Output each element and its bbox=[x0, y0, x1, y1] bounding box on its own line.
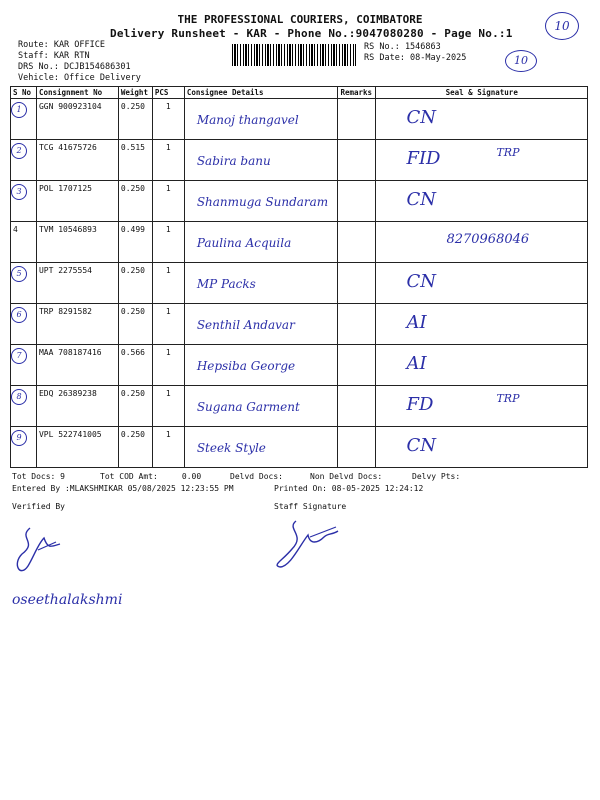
cell-sno bbox=[11, 140, 37, 181]
verified-by-label: Verified By bbox=[12, 502, 65, 511]
table-row bbox=[11, 222, 588, 263]
cell-seal bbox=[376, 304, 588, 345]
seal-text: 8270968046 bbox=[446, 232, 530, 247]
cell-seal bbox=[376, 99, 588, 140]
cell-consignee bbox=[184, 304, 338, 345]
cell-seal bbox=[376, 386, 588, 427]
table-row bbox=[11, 263, 588, 304]
seal-text: CN bbox=[406, 107, 436, 128]
consignee-name: MP Packs bbox=[196, 277, 256, 291]
rs-circle-annotation: 10 bbox=[505, 50, 537, 72]
cell-weight: 0.250 bbox=[118, 99, 152, 140]
entered-by: Entered By :MLAKSHMIKAR 05/08/2025 12:23:55 PM bbox=[12, 484, 234, 493]
cell-consignment: GGN 900923104 bbox=[36, 99, 118, 140]
tot-docs: Tot Docs: 9 bbox=[12, 472, 65, 481]
cell-remarks bbox=[338, 427, 376, 468]
cell-seal bbox=[376, 263, 588, 304]
cell-remarks bbox=[338, 345, 376, 386]
cell-pcs: 1 bbox=[152, 222, 184, 263]
table-header-row bbox=[11, 87, 588, 99]
col-seal: Seal & Signature bbox=[376, 87, 588, 99]
sno-circle: 2 bbox=[11, 143, 27, 159]
seal-text: FD bbox=[406, 394, 434, 415]
cell-pcs: 1 bbox=[152, 345, 184, 386]
handwritten-name: oseethalakshmi bbox=[12, 592, 123, 608]
sno-value: 4 bbox=[13, 225, 18, 234]
cell-remarks bbox=[338, 140, 376, 181]
cell-weight: 0.250 bbox=[118, 386, 152, 427]
cell-weight: 0.250 bbox=[118, 304, 152, 345]
delvd-docs: Delvd Docs: bbox=[230, 472, 283, 481]
col-remarks: Remarks bbox=[338, 87, 376, 99]
cell-consignment: VPL 522741005 bbox=[36, 427, 118, 468]
cell-weight: 0.515 bbox=[118, 140, 152, 181]
delvy-pts: Delvy Pts: bbox=[412, 472, 461, 481]
cell-weight: 0.250 bbox=[118, 427, 152, 468]
seal-text: CN bbox=[406, 271, 436, 292]
cell-sno bbox=[11, 99, 37, 140]
cell-seal bbox=[376, 140, 588, 181]
seal-text: CN bbox=[406, 435, 436, 456]
cell-consignment: POL 1707125 bbox=[36, 181, 118, 222]
col-pcs: PCS bbox=[152, 87, 184, 99]
rs-no-label: RS No.: 1546863 bbox=[364, 42, 441, 52]
cell-consignment: TVM 10546893 bbox=[36, 222, 118, 263]
cell-sno bbox=[11, 222, 37, 263]
staff-signature-label: Staff Signature bbox=[274, 502, 347, 511]
table-row bbox=[11, 304, 588, 345]
cell-consignee bbox=[184, 222, 338, 263]
cell-consignment: TCG 41675726 bbox=[36, 140, 118, 181]
table-row bbox=[11, 427, 588, 468]
cell-sno bbox=[11, 304, 37, 345]
consignee-name: Shanmuga Sundaram bbox=[196, 195, 329, 209]
cell-consignee bbox=[184, 345, 338, 386]
cell-pcs: 1 bbox=[152, 99, 184, 140]
cell-consignee bbox=[184, 99, 338, 140]
sno-circle: 1 bbox=[11, 102, 27, 118]
cell-weight: 0.499 bbox=[118, 222, 152, 263]
cell-remarks bbox=[338, 263, 376, 304]
runsheet-title: Delivery Runsheet - KAR - Phone No.:9047080280 - Page No.:1 bbox=[110, 27, 513, 40]
cell-pcs: 1 bbox=[152, 304, 184, 345]
cell-consignment: TRP 8291582 bbox=[36, 304, 118, 345]
cell-consignment: UPT 2275554 bbox=[36, 263, 118, 304]
cell-seal bbox=[376, 222, 588, 263]
cell-sno bbox=[11, 345, 37, 386]
cell-remarks bbox=[338, 222, 376, 263]
cell-sno bbox=[11, 427, 37, 468]
sno-circle: 6 bbox=[11, 307, 27, 323]
consignee-name: Paulina Acquila bbox=[196, 236, 292, 250]
cell-pcs: 1 bbox=[152, 263, 184, 304]
consignee-name: Sugana Garment bbox=[196, 400, 300, 414]
seal-text: CN bbox=[406, 189, 436, 210]
cell-sno bbox=[11, 181, 37, 222]
col-consignee: Consignee Details bbox=[184, 87, 338, 99]
tot-cod: Tot COD Amt: 0.00 bbox=[100, 472, 202, 481]
cell-sno bbox=[11, 386, 37, 427]
cell-weight: 0.250 bbox=[118, 181, 152, 222]
table-row bbox=[11, 99, 588, 140]
cell-consignee bbox=[184, 263, 338, 304]
barcode-image bbox=[232, 44, 356, 66]
cell-remarks bbox=[338, 304, 376, 345]
consignee-name: Senthil Andavar bbox=[196, 318, 295, 332]
table-row bbox=[11, 345, 588, 386]
cell-consignee bbox=[184, 386, 338, 427]
cell-remarks bbox=[338, 99, 376, 140]
seal-text: AI bbox=[406, 312, 427, 333]
sno-circle: 9 bbox=[11, 430, 27, 446]
table-row bbox=[11, 181, 588, 222]
cell-seal bbox=[376, 427, 588, 468]
drs-no-label: DRS No.: DCJB154686301 bbox=[18, 62, 131, 72]
sno-circle: 3 bbox=[11, 184, 27, 200]
seal-extra: TRP bbox=[496, 146, 520, 159]
consignee-name: Steek Style bbox=[196, 441, 266, 455]
page-circle-annotation: 10 bbox=[545, 12, 579, 40]
consignee-name: Hepsiba George bbox=[196, 359, 296, 373]
col-consignment: Consignment No bbox=[36, 87, 118, 99]
verified-signature-icon bbox=[8, 520, 78, 582]
cell-consignment: MAA 708187416 bbox=[36, 345, 118, 386]
staff-label: Staff: KAR RTN bbox=[18, 51, 90, 61]
cell-consignee bbox=[184, 140, 338, 181]
cell-pcs: 1 bbox=[152, 181, 184, 222]
consignee-name: Manoj thangavel bbox=[196, 113, 299, 127]
company-title: THE PROFESSIONAL COURIERS, COIMBATORE bbox=[177, 13, 423, 26]
rs-date-label: RS Date: 08-May-2025 bbox=[364, 53, 467, 63]
cell-consignment: EDQ 26389238 bbox=[36, 386, 118, 427]
cell-consignee bbox=[184, 181, 338, 222]
seal-extra: TRP bbox=[496, 392, 520, 405]
col-sno: S No bbox=[11, 87, 37, 99]
cell-consignee bbox=[184, 427, 338, 468]
cell-pcs: 1 bbox=[152, 140, 184, 181]
seal-text: FID bbox=[406, 148, 441, 169]
consignee-name: Sabira banu bbox=[196, 154, 271, 168]
vehicle-label: Vehicle: Office Delivery bbox=[18, 73, 141, 83]
cell-remarks bbox=[338, 386, 376, 427]
sno-circle: 7 bbox=[11, 348, 27, 364]
staff-signature-icon bbox=[266, 515, 356, 571]
non-delvd-docs: Non Delvd Docs: bbox=[310, 472, 383, 481]
cell-pcs: 1 bbox=[152, 386, 184, 427]
cell-pcs: 1 bbox=[152, 427, 184, 468]
cell-weight: 0.566 bbox=[118, 345, 152, 386]
col-weight: Weight bbox=[118, 87, 152, 99]
sno-circle: 8 bbox=[11, 389, 27, 405]
runsheet-table bbox=[10, 86, 588, 468]
cell-weight: 0.250 bbox=[118, 263, 152, 304]
table-row bbox=[11, 140, 588, 181]
route-label: Route: KAR OFFICE bbox=[18, 40, 105, 50]
cell-remarks bbox=[338, 181, 376, 222]
cell-seal bbox=[376, 181, 588, 222]
cell-seal bbox=[376, 345, 588, 386]
seal-text: AI bbox=[406, 353, 427, 374]
cell-sno bbox=[11, 263, 37, 304]
table-row bbox=[11, 386, 588, 427]
sno-circle: 5 bbox=[11, 266, 27, 282]
printed-on: Printed On: 08-05-2025 12:24:12 bbox=[274, 484, 424, 493]
